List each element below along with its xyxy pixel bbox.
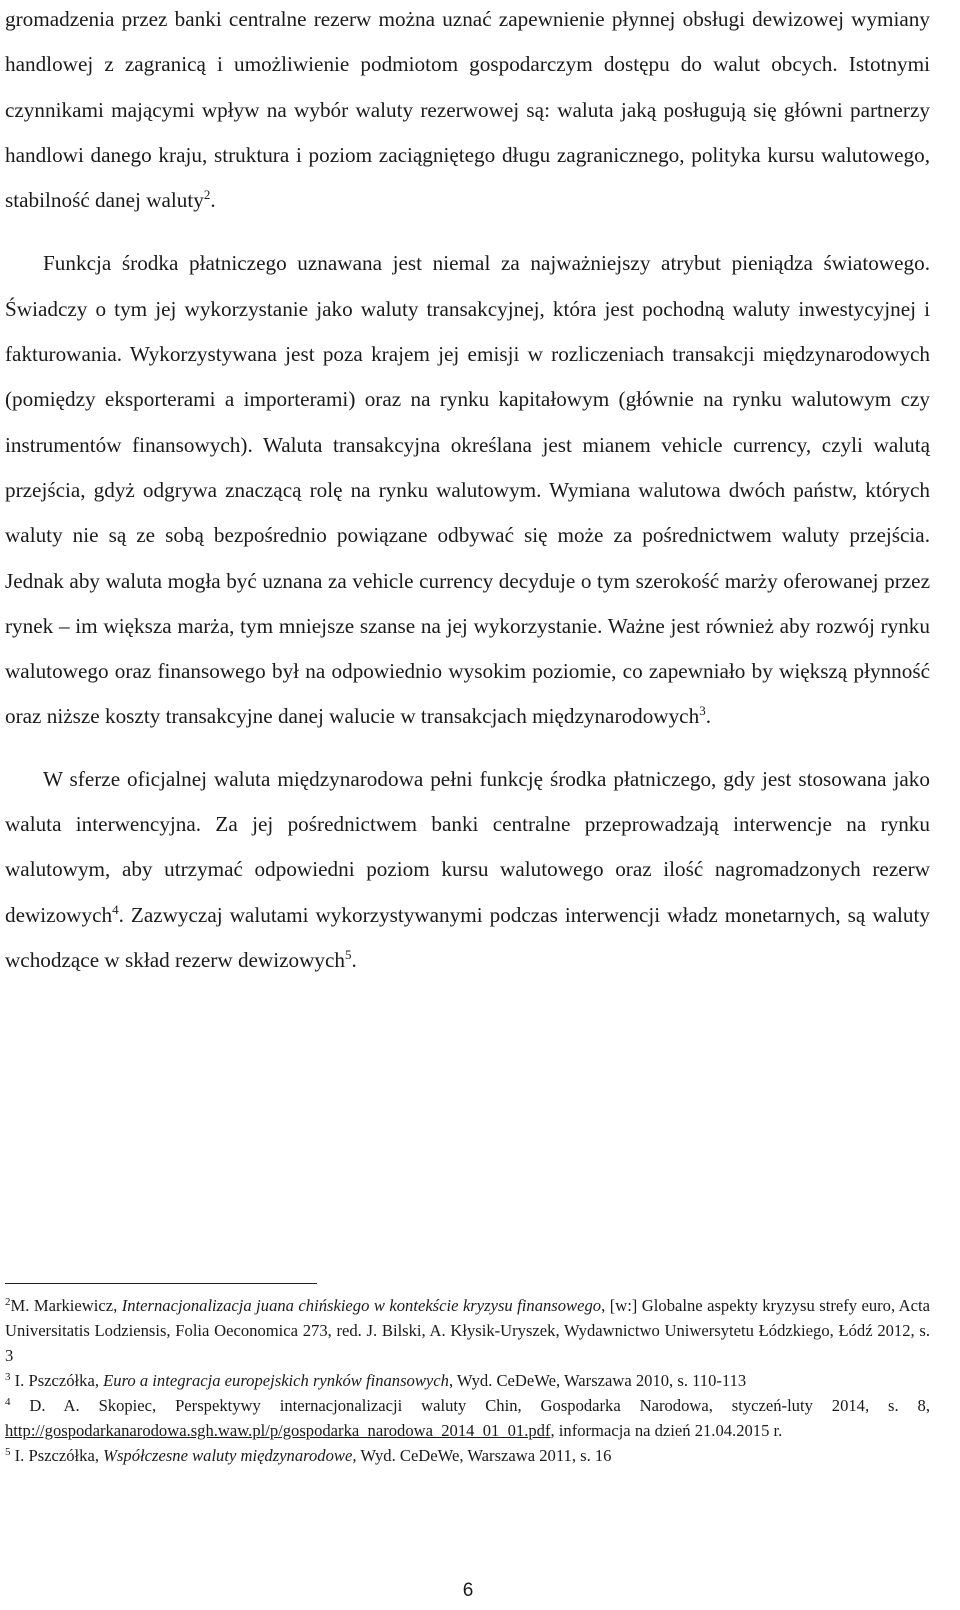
footnote-number: 5 — [5, 1446, 11, 1458]
footnotes — [5, 1293, 930, 1468]
footnote-title: Internacjonalizacja juana chińskiego w kontekście kryzysu finansowego — [121, 1296, 602, 1315]
footnote-4: $^4$ D. A. Skopiec, Perspektywy internacjonalizacji waluty Chin, Gospodarka Narodowa, styczeń-luty 2014, s. 8, http://gospodarkanarodowa.sgh.waw.pl/p/gospodarka_narodowa_2014_01_01.pdf, informacja na dzień 21.04.2015 r. — [5, 1396, 930, 1440]
footnote-5: $^5$ I. Pszczółka, Współczesne waluty międzynarodowe, Wyd. CeDeWe, Warszawa 2011, s. 16 — [5, 1446, 612, 1465]
footnote-3: $^3$ I. Pszczółka, Euro a integracja europejskich rynków finansowych, Wyd. CeDeWe, Warszawa 2010, s. 110-113 — [5, 1371, 747, 1390]
footnote-link[interactable]: http://gospodarkanarodowa.sgh.waw.pl/p/gospodarka_narodowa_2014_01_01.pdf — [5, 1421, 551, 1440]
footnote-ref-2[interactable]: 2 — [203, 187, 211, 203]
footnote-ref-5[interactable]: 5 — [345, 946, 352, 962]
footnote-ref-4[interactable]: 4 — [112, 901, 119, 917]
paragraph-gap — [5, 223, 930, 241]
body-text — [5, 0, 930, 983]
paragraph-payment-function: Funkcja środka płatniczego uznawana jest niemal za najważniejszy atrybut pieniądza światowego. Świadczy o tym jej wykorzystanie jako waluty transakcyjnej, która jest pochodną waluty inwestycyjnej i fakturowania. Wykorzystywana jest poza krajem jej emisji w rozliczeniach transakcji międzynarodowych (pomiędzy eksporterami a importerami) oraz na rynku kapitałowym (głównie na rynku walutowym czy instrumentów finansowych). Waluta transakcyjna określana jest mianem vehicle currency, czyli walutą przejścia, gdyż odgrywa znaczącą rolę na rynku walutowym. Wymiana walutowa dwóch państw, których waluty nie są ze sobą bezpośrednio powiązane odbywać się może za pośrednictwem waluty przejścia. Jednak aby waluta mogła być uznana za vehicle currency decyduje o tym szerokość marży oferowanej przez rynek – im większa marża, tym mniejsze szanse na jej wykorzystanie. Ważne jest również aby rozwój rynku walutowego oraz finansowego był na odpowiednio wysokim poziomie, co zapewniało by większą płynność oraz niższe koszty transakcyjne danej walucie w transakcjach międzynarodowych$^3$. — [5, 251, 930, 729]
paragraph-text: Funkcja środka płatniczego uznawana jest niemal za najważniejszy atrybut pieniądza światowego. Świadczy o tym jej wykorzystanie jako waluty transakcyjnej, która jest pochodną waluty inwestycyjnej i fakturowania. Wykorzystywana jest poza krajem jej emisji w rozliczeniach transakcji międzynarodowych (pomiędzy eksporterami a importerami) oraz na rynku kapitałowym (głównie na rynku walutowym czy instrumentów finansowych). Waluta transakcyjna określana jest mianem vehicle currency, czyli walutą przejścia, gdyż odgrywa znaczącą rolę na rynku walutowym. Wymiana walutowa dwóch państw, których waluty nie są ze sobą bezpośrednio powiązane odbywać się może za pośrednictwem waluty przejścia. Jednak aby waluta mogła być uznana za vehicle currency decyduje o tym szerokość marży oferowanej przez rynek – im większa marża, tym mniejsze szanse na jej wykorzystanie. Ważne jest również aby rozwój rynku walutowego oraz finansowego był na odpowiednio wysokim poziomie, co zapewniało by większą płynność oraz niższe koszty transakcyjne danej walucie w transakcjach międzynarodowych — [5, 251, 930, 729]
paragraph-text: . Zazwyczaj walutami wykorzystywanymi podczas interwencji władz monetarnych, są waluty wchodzące w skład rezerw dewizowych — [5, 902, 930, 972]
footnote-title: Współczesne waluty międzynarodowe, — [103, 1446, 357, 1465]
footnote-number: 3 — [5, 1371, 11, 1383]
footnote-ref-3[interactable]: 3 — [699, 703, 706, 719]
paragraph-reserve-currency: gromadzenia przez banki centralne rezerw można uznać zapewnienie płynnej obsługi dewizowej wymiany handlowej z zagranicą i umożliwienie podmiotom gospodarczym dostępu do walut obcych. Istotnymi czynnikami mającymi wpływ na wybór waluty rezerwowej są: waluta jaką posługują się główni partnerzy handlowi danego kraju, struktura i poziom zaciągniętego długu zagranicznego, polityka kursu walutowego, stabilność danej waluty$^2$. — [5, 7, 930, 213]
page-number: 6 — [462, 1580, 474, 1601]
paragraph-text: gromadzenia przez banki centralne rezerw można uznać zapewnienie płynnej obsługi dewizowej wymiany handlowej z zagranicą i umożliwienie podmiotom gospodarczym dostępu do walut obcych. Istotnymi czynnikami mającymi wpływ na wybór waluty rezerwowej są: waluta jaką posługują się główni partnerzy handlowi danego kraju, struktura i poziom zaciągniętego długu zagranicznego, polityka kursu walutowego, stabilność danej waluty — [5, 7, 930, 213]
footnote-2: $^2$M. Markiewicz, Internacjonalizacja juana chińskiego w kontekście kryzysu finansowego, [w:] Globalne aspekty kryzysu strefy euro, Acta Universitatis Lodziensis, Folia Oeconomica 273, red. J. Bilski, A. Kłysik-Uryszek, Wydawnictwo Uniwersytetu Łódzkiego, Łódź 2012, s. 3 — [5, 1296, 931, 1365]
footnote-number: 2 — [5, 1296, 11, 1308]
paragraph-official-sphere: W sferze oficjalnej waluta międzynarodowa pełni funkcję środka płatniczego, gdy jest stosowana jako waluta interwencyjna. Za jej pośrednictwem banki centralne przeprowadzają interwencje na rynku walutowym, aby utrzymać odpowiedni poziom kursu walutowego oraz ilość nagromadzonych rezerw dewizowych$^4$. Zazwyczaj walutami wykorzystywanymi podczas interwencji władz monetarnych, są waluty wchodzące w skład rezerw dewizowych$^5$. — [5, 766, 930, 972]
footnote-number: 4 — [5, 1396, 11, 1408]
footnote-title: Euro a integracja europejskich rynków finansowych — [103, 1371, 449, 1390]
paragraph-text: W sferze oficjalnej waluta międzynarodowa pełni funkcję środka płatniczego, gdy jest stosowana jako waluta interwencyjna. Za jej pośrednictwem banki centralne przeprowadzają interwencje na rynku walutowym, aby utrzymać odpowiedni poziom kursu walutowego oraz ilość nagromadzonych rezerw dewizowych — [5, 766, 930, 927]
footnote-separator — [5, 1283, 317, 1284]
paragraph-gap — [5, 740, 930, 757]
